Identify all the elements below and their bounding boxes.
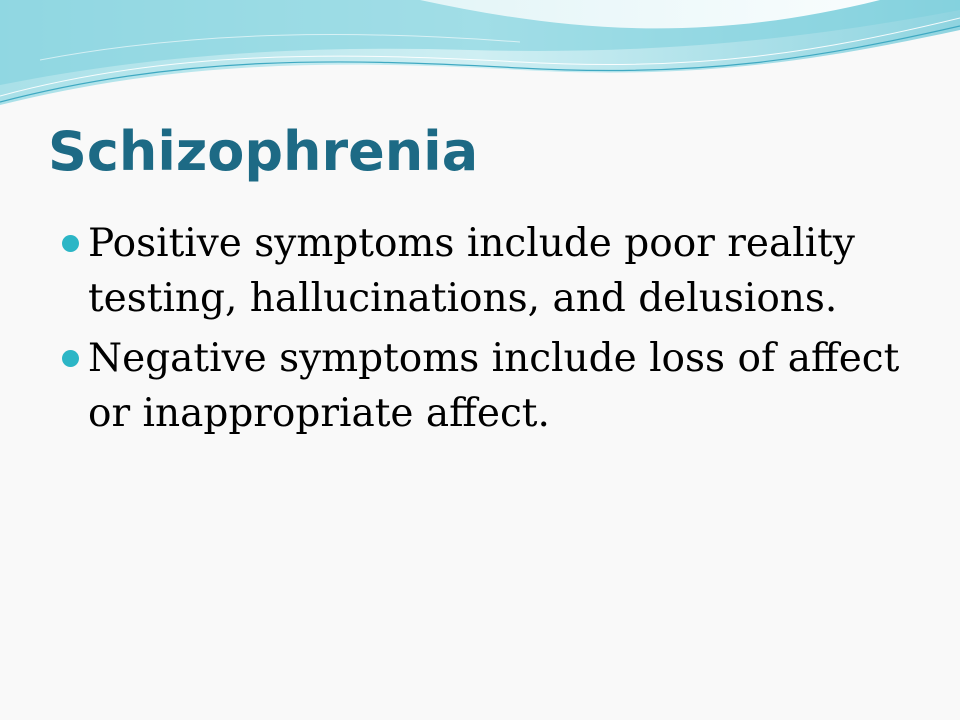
bullet-item (62, 331, 912, 441)
slide-title: Schizophrenia (48, 120, 479, 183)
bullet-text: Negative symptoms include loss of affect or inappropriate affect. (88, 336, 900, 436)
header-wave-decoration (0, 0, 960, 120)
round-bullet-icon (62, 350, 79, 367)
round-bullet-icon (62, 235, 79, 252)
bullet-text: Positive symptoms include poor reality testing, hallucinations, and delusions. (88, 221, 855, 321)
bullet-list (62, 216, 912, 446)
bullet-item (62, 216, 912, 326)
